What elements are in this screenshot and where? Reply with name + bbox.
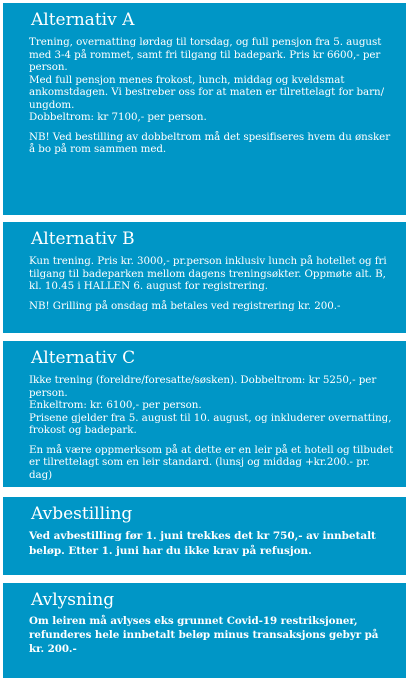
alternativ-c-title: Alternativ C (31, 348, 136, 368)
alternativ-b-section (3, 222, 406, 333)
avlysning-text: Om leiren må avlyses eks grunnet Covid-19 restriksjoner, refunderes hele innbetalt beløp minus transaksjons gebyr på kr. 200.- (29, 615, 379, 655)
avbestilling-text: Ved avbestilling før 1. juni trekkes det kr 750,- av innbetalt beløp. Etter 1. juni har du ikke krav på refusjon. (29, 530, 376, 557)
alternativ-a-double-room: Dobbeltrom: kr 7100,- per person. (29, 111, 207, 123)
alternativ-c-description: Ikke trening (foreldre/foresatte/søsken). Dobbeltrom: kr 5250,- per person. (29, 374, 377, 399)
alternativ-a-title: Alternativ A (31, 10, 135, 30)
avlysning-title: Avlysning (31, 590, 115, 610)
avbestilling-section (3, 497, 406, 575)
alternativ-a-full-pension: Med full pensjon menes frokost, lunch, middag og kveldsmat ankomstdagen. Vi bestreber oss for at maten er tilrettelagt for barn/ ungdom. (29, 73, 384, 111)
alternativ-a-note: NB! Ved bestilling av dobbeltrom må det spesifiseres hvem du ønsker å bo på rom sammen med. (29, 130, 391, 155)
alternativ-c-single-room: Enkeltrom: kr. 6100,- per person. (29, 399, 202, 411)
avlysning-section (3, 583, 406, 678)
alternativ-a-description: Trening, overnatting lørdag til torsdag, og full pensjon fra 5. august med 3-4 på rommet, samt fri tilgang til badepark. Pris kr 6600,- per person. (29, 36, 382, 73)
alternativ-a-section (3, 3, 406, 215)
alternativ-b-title: Alternativ B (31, 229, 135, 249)
alternativ-c-price-period: Prisene gjelder fra 5. august til 10. august, og inkluderer overnatting, frokost og badepark. (29, 411, 392, 436)
alternativ-b-description: Kun trening. Pris kr. 3000,- pr.person inklusiv lunch på hotellet og fri tilgang til badeparken mellom dagens treningsøkter. Oppmøte alt. B, kl. 10.45 i HALLEN 6. august for registrering. (29, 255, 387, 292)
alternativ-c-section (3, 341, 406, 487)
avbestilling-title: Avbestilling (31, 504, 133, 524)
alternativ-b-note: NB! Grilling på onsdag må betales ved registrering kr. 200.- (29, 299, 341, 312)
alternativ-c-note: En må være oppmerksom på at dette er en leir på et hotell og tilbudet er tilrettelagt som en leir standard. (lunsj og middag +kr.200.- pr. dag) (29, 443, 394, 481)
